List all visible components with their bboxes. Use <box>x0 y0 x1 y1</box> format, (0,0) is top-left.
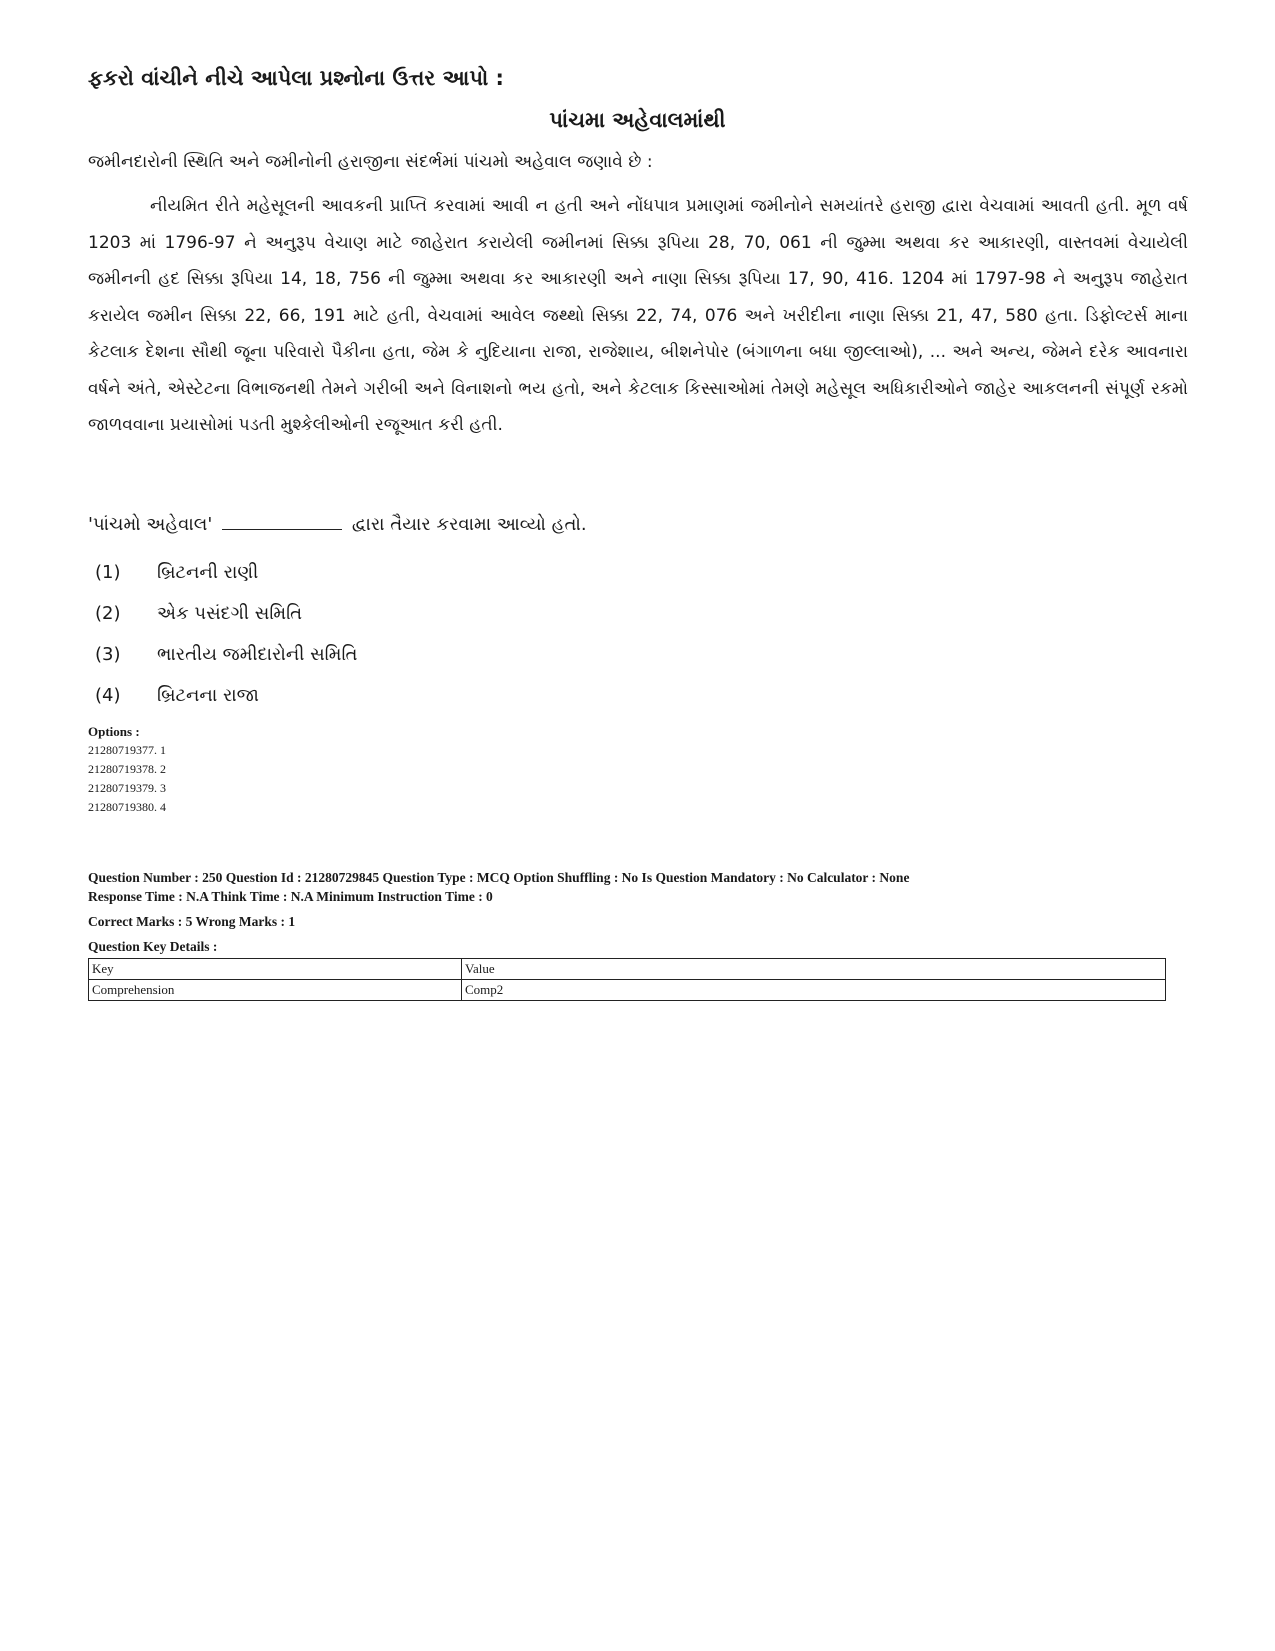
passage-intro: જમીનદારોની સ્થિતિ અને જમીનોની હરાજીના સંદર્ભમાં પાંચમો અહેવાલ જણાવે છે : <box>88 152 653 172</box>
choice-2 <box>95 593 357 634</box>
passage-body: નીયમિત રીતે મહેસૂલની આવકની પ્રાપ્તિ કરવામાં આવી ન હતી અને નોંધપાત્ર પ્રમાણમાં જમીનોને સમયાંતરે હરાજી દ્વારા વેચવામાં આવતી હતી. મૂળ વર્ષ 1203 માં 1796-97 ને અનુરૂપ વેચાણ માટે જાહેરાત કરાયેલી જમીનમાં સિક્કા રૂપિયા 28, 70, 061 ની જુમ્મા અથવા કર આકારણી, વાસ્તવમાં વેચાયેલી જમીનની હદ સિક્કા રૂપિયા 14, 18, 756 ની જુમ્મા અથવા કર આકારણી અને નાણા સિક્કા રૂપિયા 17, 90, 416. 1204 માં 1797-98 ને અનુરૂપ જાહેરાત કરાયેલ જમીન સિક્કા 22, 66, 191 માટે હતી, વેચવામાં આવેલ જથ્થો સિક્કા 22, 74, 076 અને ખરીદીના નાણા સિક્કા 21, 47, 580 હતા. ડિફોલ્ટર્સ માના કેટલાક દેશના સૌથી જૂના પરિવારો પૈકીના હતા, જેમ કે નુદિયાના રાજા, રાજેશાય, બીશનેપોર (બંગાળના બધા જીલ્લાઓ), ... અને અન્ય, જેમને દરેક આવનારા વર્ષને અંતે, એસ્ટેટના વિભાજનથી તેમને ગરીબી અને વિનાશનો ભય હતો, અને કેટલાક કિસ્સાઓમાં તેમણે મહેસૂલ અધિકારીઓને જાહેર આકલનની સંપૂર્ણ રકમો જાળવવાના પ્રયાસોમાં પડતી મુશ્કેલીઓની રજૂઆત કરી હતી. <box>88 196 1188 435</box>
option-id: 21280719377. 1 <box>88 743 166 757</box>
options-list <box>88 722 166 817</box>
choice-4 <box>95 675 357 716</box>
question-key-table <box>88 958 1166 1001</box>
answer-choices <box>95 552 357 716</box>
meta-response-time: Response Time : N.A Think Time : N.A Minimum Instruction Time : 0 <box>88 889 493 904</box>
passage-title: પાંચમા અહેવાલમાંથી <box>549 108 726 132</box>
question-text <box>88 514 587 535</box>
option-id: 21280719379. 3 <box>88 781 166 795</box>
choice-number: (1) <box>95 562 121 583</box>
option-id: 21280719378. 2 <box>88 762 166 776</box>
choice-text: બ્રિટનના રાજા <box>157 685 259 706</box>
choice-number: (4) <box>95 685 121 706</box>
table-cell-value: Comp2 <box>462 980 1166 1001</box>
choice-number: (3) <box>95 644 121 665</box>
meta-marks: Correct Marks : 5 Wrong Marks : 1 <box>88 914 296 929</box>
table-header-row <box>89 959 1166 980</box>
choice-number: (2) <box>95 603 121 624</box>
instruction-heading: ફકરો વાંચીને નીચે આપેલા પ્રશ્નોના ઉત્તર આપો : <box>88 66 504 90</box>
table-header-key: Key <box>89 959 462 980</box>
choice-text: એક પસંદગી સમિતિ <box>157 603 303 624</box>
table-row <box>89 980 1166 1001</box>
table-header-value: Value <box>462 959 1166 980</box>
question-metadata <box>88 868 909 956</box>
table-cell-key: Comprehension <box>89 980 462 1001</box>
options-label: Options : <box>88 724 140 739</box>
choice-text: બ્રિટનની રાણી <box>157 562 259 583</box>
question-prefix: 'પાંચમો અહેવાલ' <box>88 514 213 535</box>
meta-key-details-label: Question Key Details : <box>88 939 218 954</box>
choice-3 <box>95 634 357 675</box>
choice-1 <box>95 552 357 593</box>
choice-text: ભારતીય જમીદારોની સમિતિ <box>157 644 358 665</box>
option-id: 21280719380. 4 <box>88 800 166 814</box>
answer-blank <box>222 529 342 530</box>
meta-question-info: Question Number : 250 Question Id : 21280729845 Question Type : MCQ Option Shuffling : No Is Question Mandatory : No Calculator : None <box>88 870 910 885</box>
question-suffix: દ્વારા તૈયાર કરવામા આવ્યો હતો. <box>351 514 587 535</box>
